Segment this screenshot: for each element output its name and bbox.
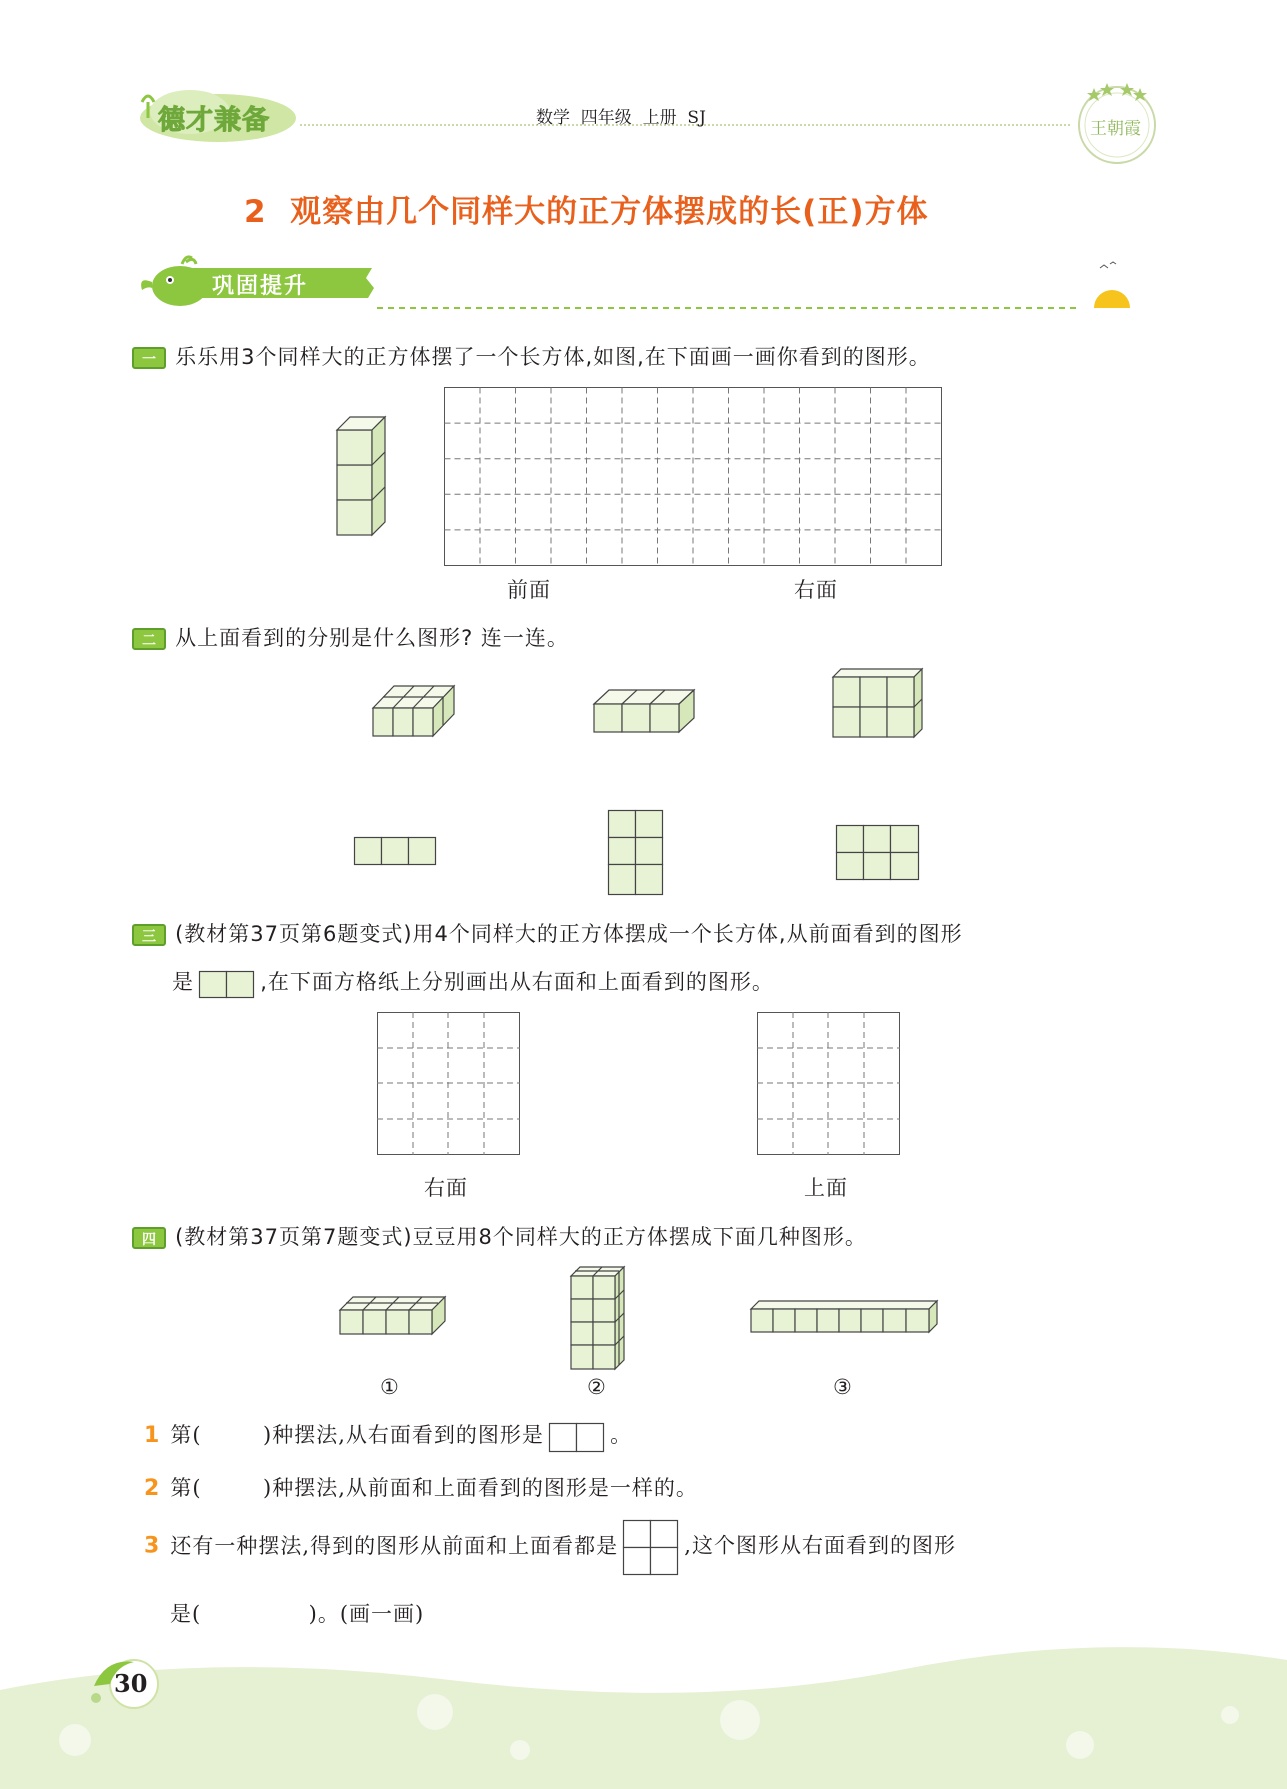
q4-sub1-text: 第( )种摆法,从右面看到的图形是 (170, 1423, 544, 1447)
q4-sub3-number: 3 (144, 1533, 160, 1559)
q4-sub2 (144, 1472, 698, 1502)
q1-label-front: 前面 (507, 578, 551, 602)
q3-grid-right (377, 1012, 521, 1156)
page-title: 2 观察由几个同样大的正方体摆成的长(正)方体 (244, 194, 929, 230)
page-number-badge (84, 1646, 168, 1710)
q3-heading (132, 918, 963, 948)
q3-label-top: 上面 (804, 1176, 848, 1200)
q4-text: (教材第37页第7题变式)豆豆用8个同样大的正方体摆成下面几种图形。 (175, 1225, 867, 1249)
q1-text: 乐乐用3个同样大的正方体摆了一个长方体,如图,在下面画一画你看到的图形。 (175, 345, 931, 369)
q4-figure-3 (750, 1300, 940, 1336)
section-banner (132, 252, 1142, 310)
q4-figure-2 (570, 1266, 630, 1376)
section-label: 巩固提升 (212, 274, 309, 299)
q4-sub3 (144, 1520, 956, 1576)
q3-grid-top (757, 1012, 901, 1156)
q3-label-right: 右面 (424, 1176, 468, 1200)
q1-cube-stack (336, 416, 396, 546)
seal-text: 王朝霞 (1090, 119, 1141, 139)
q2-solid-a (372, 678, 482, 748)
q1-number: 一 (132, 347, 166, 369)
q2-view-1x3 (354, 837, 438, 867)
q4-sub3-text-post: ,这个图形从右面看到的图形 (684, 1533, 956, 1558)
q4-fig-label-1: ① (380, 1375, 400, 1399)
q4-sub2-text: 第( )种摆法,从前面和上面看到的图形是一样的。 (170, 1476, 698, 1500)
brand-logo (130, 82, 298, 144)
q4-sub1 (144, 1419, 632, 1453)
page-number: 30 (114, 1669, 148, 1698)
publisher-seal (1074, 78, 1160, 164)
q4-sub2-number: 2 (144, 1476, 160, 1501)
q3-text-line2-post: ,在下面方格纸上分别画出从右面和上面看到的图形。 (260, 970, 774, 994)
subject-line: 数学 四年级 上册 SJ (536, 108, 706, 128)
q2-text: 从上面看到的分别是什么图形? 连一连。 (175, 626, 569, 650)
q4-number: 四 (132, 1227, 166, 1249)
q2-heading (132, 622, 569, 652)
q4-fig-label-2: ② (587, 1375, 607, 1399)
q4-sub1-shape-icon (549, 1423, 605, 1453)
q4-sub3-text: 还有一种摆法,得到的图形从前面和上面看都是 (170, 1533, 619, 1558)
q4-fig-label-3: ③ (833, 1375, 853, 1399)
q4-sub1-end: 。 (610, 1423, 633, 1447)
q3-line2 (172, 966, 774, 999)
q4-sub1-number: 1 (144, 1423, 160, 1448)
q2-solid-b (593, 686, 703, 756)
q1-grid-paper (444, 387, 944, 567)
q2-number: 二 (132, 628, 166, 650)
q3-text-line2-pre: 是 (172, 970, 194, 994)
q4-sub3-shape-icon (623, 1520, 679, 1576)
q2-view-3x2 (608, 810, 666, 898)
q1-heading (132, 341, 931, 371)
q3-number: 三 (132, 924, 166, 946)
q3-front-view-icon (199, 971, 255, 999)
q1-label-right: 右面 (794, 578, 838, 602)
q4-sub3-line2: 是( )。(画一画) (170, 1602, 425, 1626)
q4-heading (132, 1221, 867, 1251)
q4-figure-1 (339, 1296, 449, 1342)
q2-view-2x3 (836, 825, 922, 883)
brand-text: 德才兼备 (158, 105, 270, 136)
q2-solid-c (832, 668, 942, 748)
q3-text-line1: (教材第37页第6题变式)用4个同样大的正方体摆成一个长方体,从前面看到的图形 (175, 922, 963, 946)
